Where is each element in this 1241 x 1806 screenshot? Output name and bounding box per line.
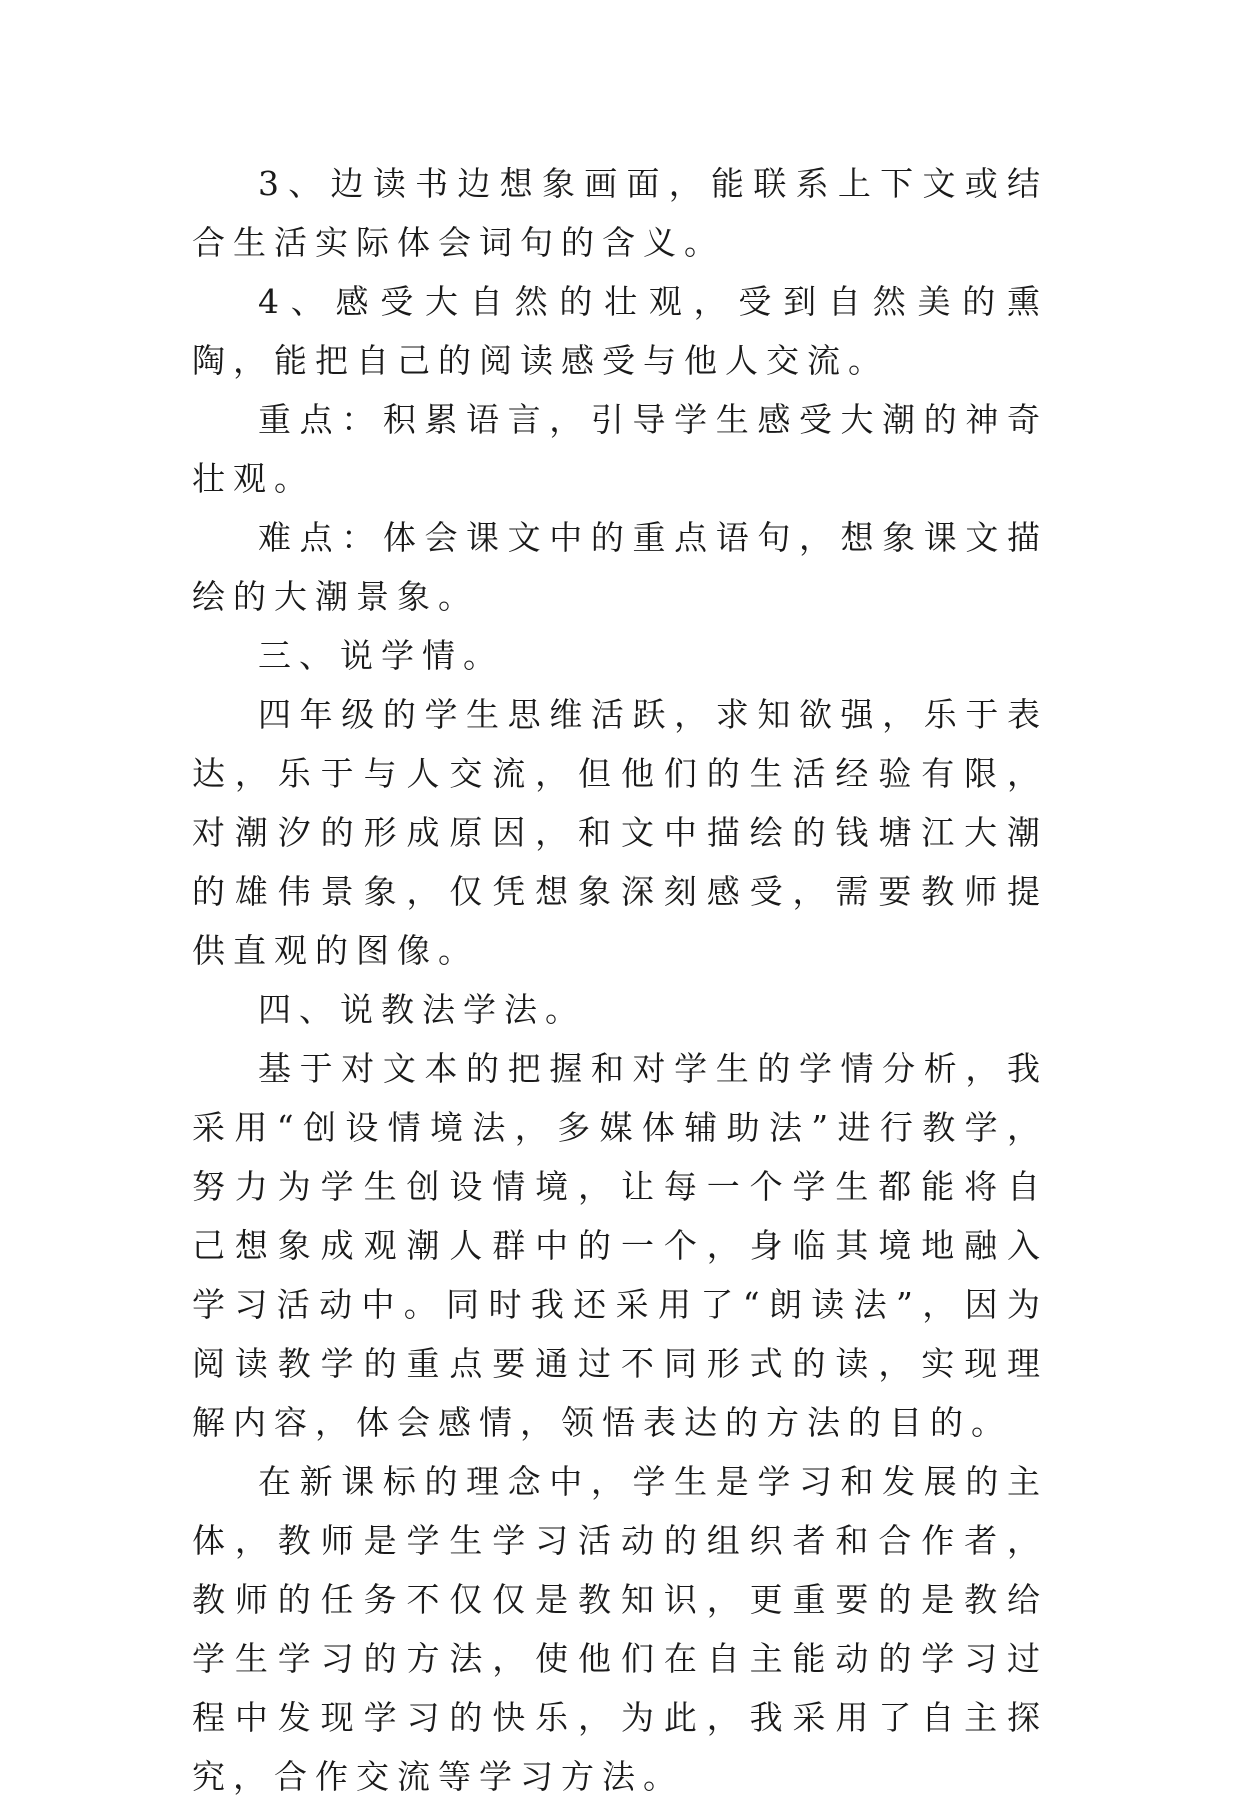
- paragraph-teaching-methods: 基于对文本的把握和对学生的学情分析，我采用“创设情境法，多媒体辅助法”进行教学，努力为学生创设情境，让每一个学生都能将自己想象成观潮人群中的一个，身临其境地融入学习活动中。同时我还采用了“朗读法”，因为阅读教学的重点要通过不同形式的读，实现理解内容，体会感情，领悟表达的方法的目的。: [192, 1049, 1048, 1442]
- section-heading-student-situation: 三、说学情。: [258, 636, 504, 675]
- paragraph-key-point: 重点：积累语言，引导学生感受大潮的神奇壮观。: [192, 400, 1048, 498]
- paragraph-objective-3: 3、边读书边想象画面，能联系上下文或结合生活实际体会词句的含义。: [192, 164, 1048, 262]
- paragraph-difficulty: 难点：体会课文中的重点语句，想象课文描绘的大潮景象。: [192, 518, 1048, 616]
- section-heading-teaching-methods: 四、说教法学法。: [258, 990, 586, 1029]
- paragraph-learning-methods: 在新课标的理念中，学生是学习和发展的主体，教师是学生学习活动的组织者和合作者，教师的任务不仅仅是教知识，更重要的是教给学生学习的方法，使他们在自主能动的学习过程中发现学习的快乐，为此，我采用了自主探究，合作交流等学习方法。: [192, 1462, 1048, 1796]
- paragraph-objective-4: 4、感受大自然的壮观，受到自然美的熏陶，能把自己的阅读感受与他人交流。: [192, 282, 1048, 380]
- paragraph-student-situation: 四年级的学生思维活跃，求知欲强，乐于表达，乐于与人交流，但他们的生活经验有限，对潮汐的形成原因，和文中描绘的钱塘江大潮的雄伟景象，仅凭想象深刻感受，需要教师提供直观的图像。: [192, 695, 1048, 970]
- document-body: [192, 154, 1048, 1806]
